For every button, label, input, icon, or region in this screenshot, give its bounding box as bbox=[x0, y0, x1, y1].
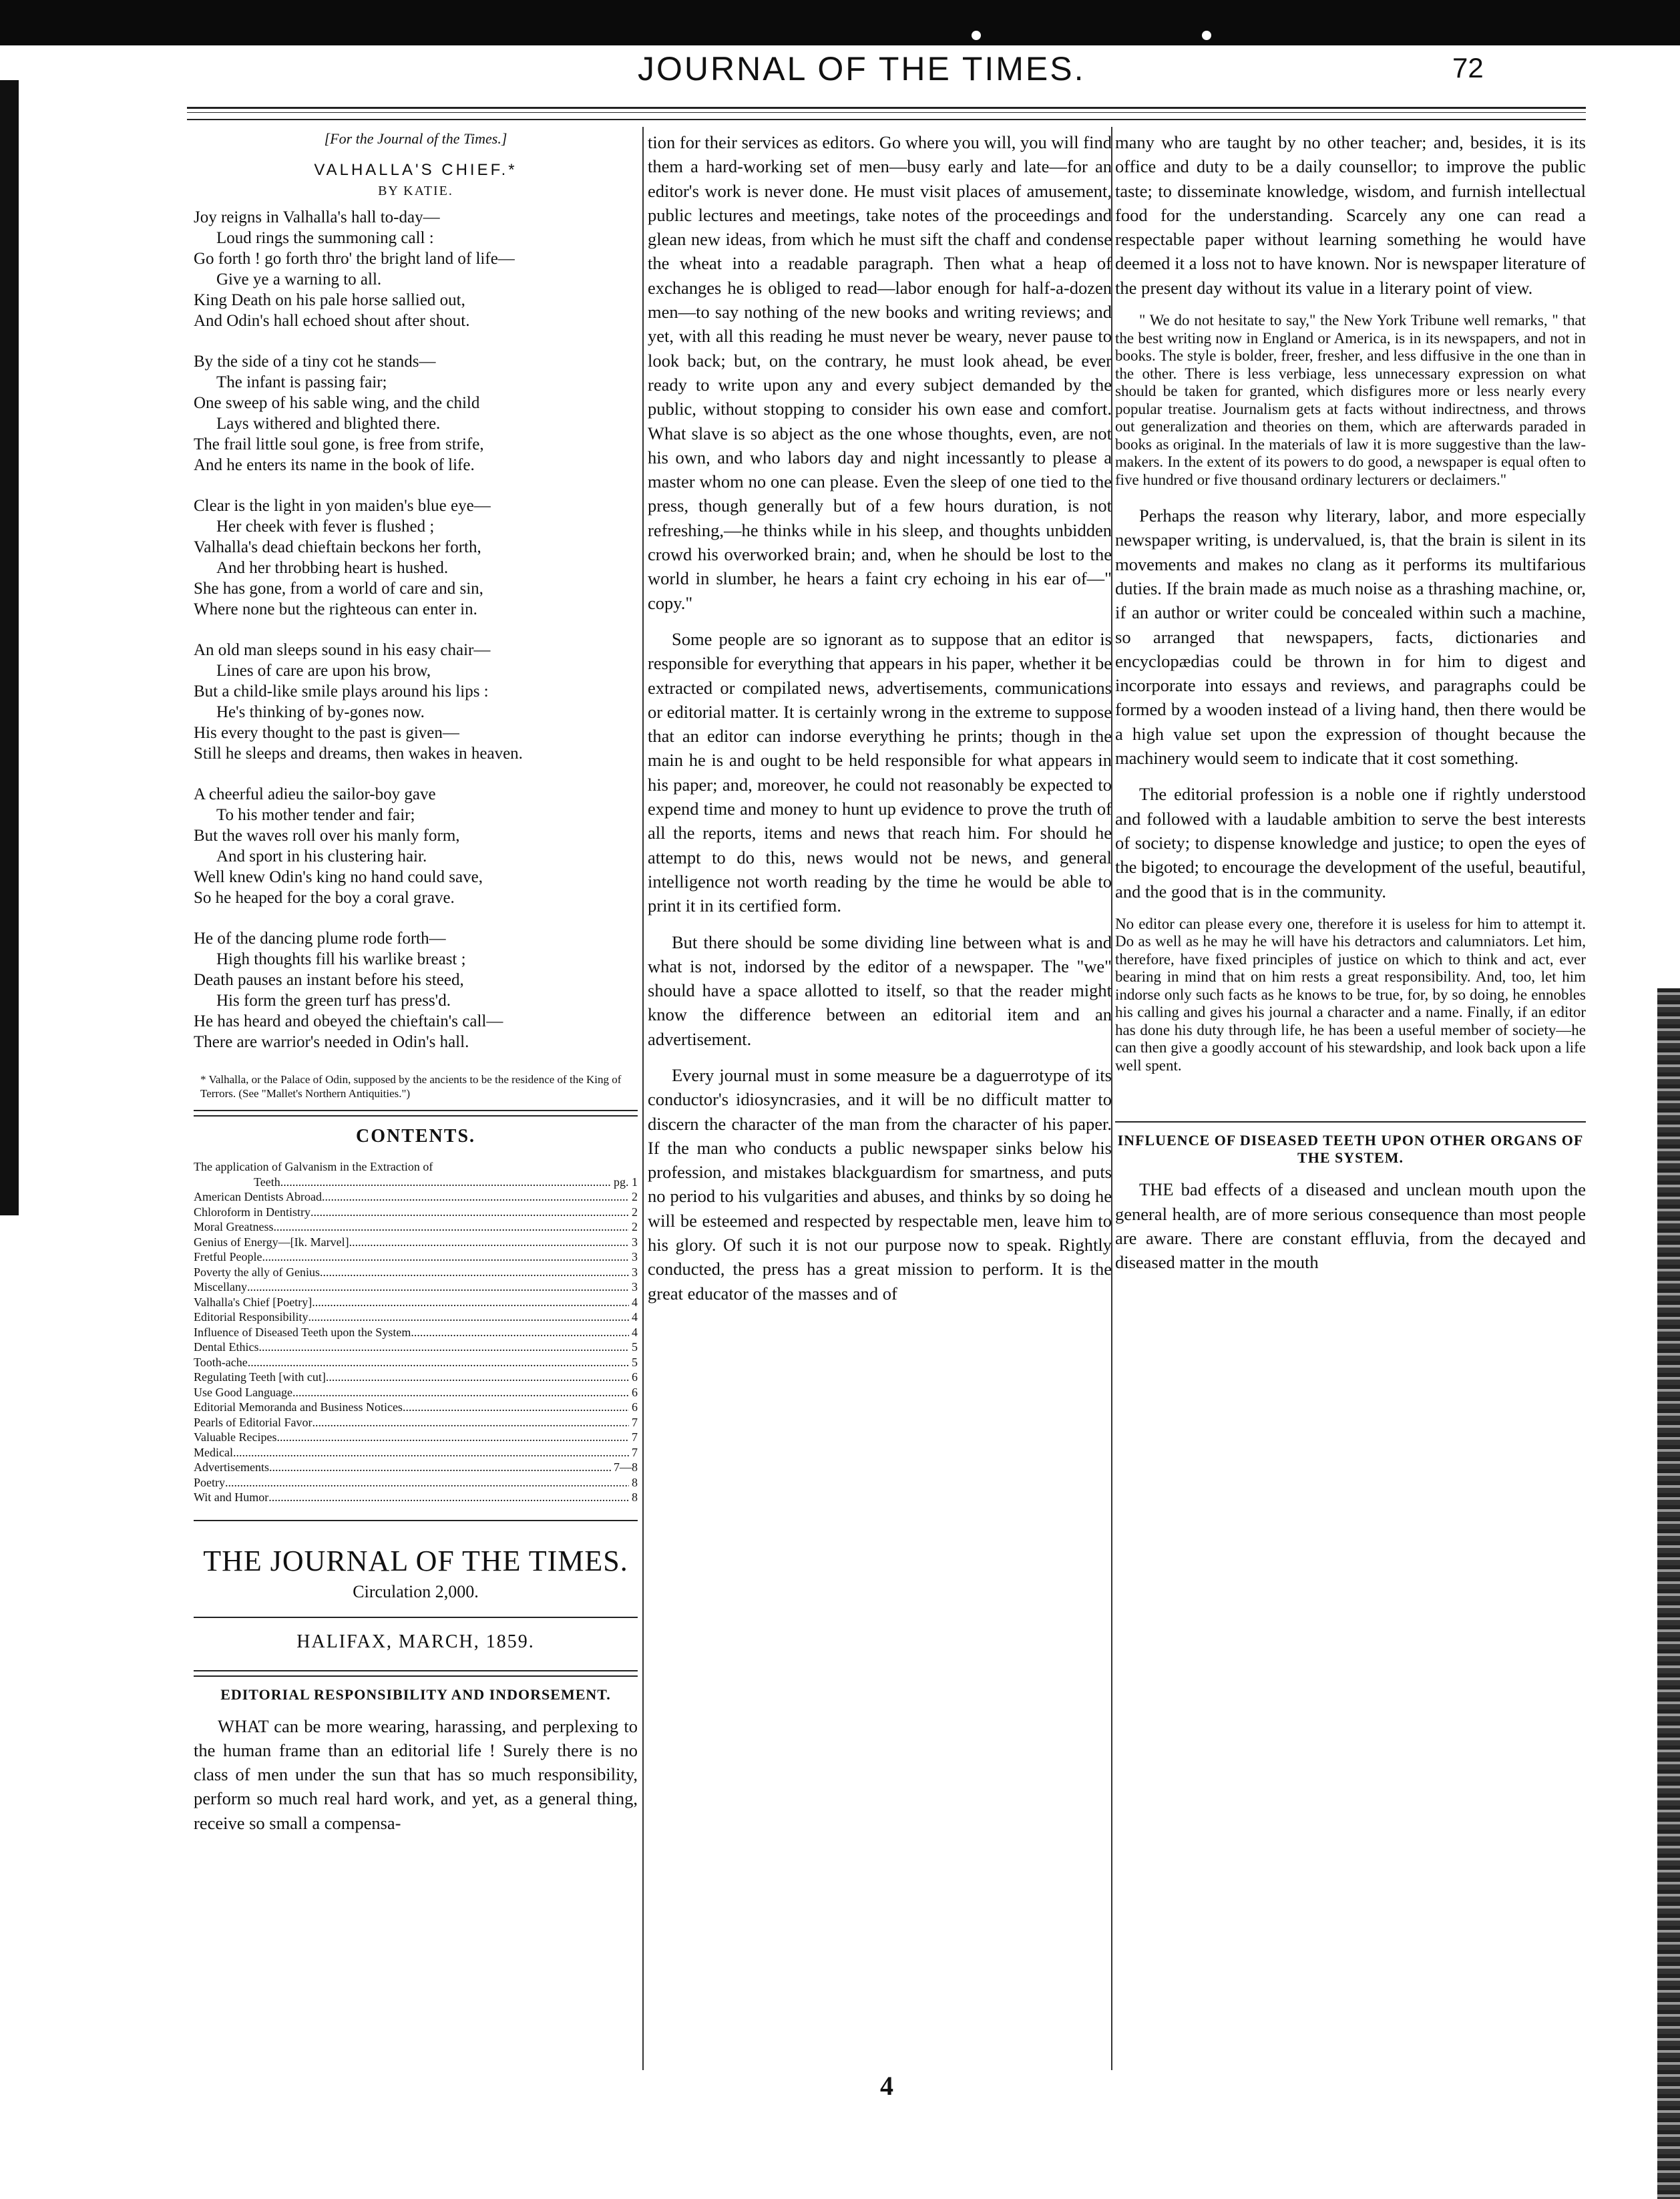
divider bbox=[194, 1617, 638, 1618]
hole-mark bbox=[1202, 31, 1211, 40]
leader-dots bbox=[312, 1415, 629, 1430]
poem-line: Still he sleeps and dreams, then wakes in heaven. bbox=[194, 745, 523, 763]
contents-item bbox=[194, 1175, 638, 1190]
circulation: Circulation 2,000. bbox=[353, 1581, 479, 1601]
leader-dots bbox=[273, 1219, 629, 1235]
leader-dots bbox=[292, 1385, 629, 1400]
poem-line: She has gone, from a world of care and sin, bbox=[194, 580, 483, 598]
poem-line: King Death on his pale horse sallied out, bbox=[194, 291, 465, 309]
leader-dots bbox=[268, 1490, 629, 1505]
leader-dots bbox=[312, 1295, 629, 1310]
poem-line: Joy reigns in Valhalla's hall to-day— bbox=[194, 208, 440, 226]
editorial-paragraph: The editorial profession is a noble one if rightly understood and followed with a laudable ambition to serve the best interests of society; to dispense knowledge and justice; to open the eyes of the bigoted; to encourage the development of the useful, beautiful, and the good that is in the community. bbox=[1115, 784, 1586, 902]
contents-item-page: 5 bbox=[632, 1355, 638, 1369]
contents-item-page: 6 bbox=[632, 1370, 638, 1384]
editorial-paragraph: Perhaps the reason why literary, labor, and more especially newspaper writing, is undervalued, is, that the brain is silent in its movements and makes no clang as it performs its multifarious duties. If the brain made as much noise as a thrashing machine, or, if an author or writer could be concealed within such a machine, so arranged that newspapers, facts, dictionaries and encyclopædias could be thrown in for him to digest and incorporate into essays and reviews, and paragraphs could be formed by a wooden instead of a living hand, then there would be a high value set upon the expression of thought because the machinery would seem to indicate that it cost something. bbox=[1115, 506, 1586, 769]
contents-item bbox=[194, 1415, 638, 1430]
contents-item-title: Advertisements bbox=[194, 1460, 269, 1474]
poem-footnote: * Valhalla, or the Palace of Odin, supposed by the ancients to be the residence of the King of Terrors. (See "Mallet's Northern Antiquities.") bbox=[200, 1073, 622, 1100]
contents-item-title: Moral Greatness bbox=[194, 1220, 274, 1233]
leader-dots bbox=[225, 1475, 629, 1490]
page-mark: 72 bbox=[1452, 52, 1484, 83]
contents-item bbox=[194, 1385, 638, 1400]
contents-item bbox=[194, 1159, 638, 1175]
editorial-heading: EDITORIAL RESPONSIBILITY AND INDORSEMENT. bbox=[220, 1685, 611, 1703]
binding-edge bbox=[0, 80, 19, 1215]
contents-list bbox=[194, 1159, 638, 1505]
poem-line: Lines of care are upon his brow, bbox=[216, 662, 431, 680]
editorial-continued bbox=[1115, 504, 1586, 904]
divider bbox=[194, 1110, 638, 1117]
top-border-bar bbox=[0, 0, 1680, 45]
poem-line: To his mother tender and fair; bbox=[216, 806, 415, 824]
contents-item-page: 3 bbox=[632, 1265, 638, 1279]
poem-line: An old man sleeps sound in his easy chair— bbox=[194, 641, 491, 659]
contents-heading: CONTENTS. bbox=[355, 1126, 476, 1147]
contents-item-title: Chloroform in Dentistry bbox=[194, 1205, 310, 1219]
poem-line: But a child-like smile plays around his lips : bbox=[194, 682, 489, 701]
contents-item-title: Genius of Energy—[Ik. Marvel] bbox=[194, 1235, 349, 1249]
contents-item-title: Pearls of Editorial Favor bbox=[194, 1415, 312, 1429]
leader-dots bbox=[248, 1355, 629, 1370]
contents-item-page: 7—8 bbox=[614, 1460, 638, 1474]
tribune-quote: " We do not hesitate to say," the New York Tribune well remarks, " that the best writing now in England or America, is in its newspapers, and not in books. The style is bolder, freer, fresher, and less diffusive in the one than in the other. There is less verbiage, less unnecessary expression on what should be taken for granted, which disfigures more or less nearly every popular treatise. Journalism gets at facts without indirectness, and throws out generalization and theories on them, which are afterwards paraded in books as original. In the materials of law it is more suggestive than the law-makers. In the extent of its powers to do good, a newspaper is equal often to five hundred or five thousand ordinary lecturers or declaimers." bbox=[1115, 312, 1586, 488]
poem-line: The infant is passing fair; bbox=[216, 373, 387, 391]
leader-dots bbox=[322, 1189, 629, 1205]
contents-item-page: 4 bbox=[632, 1325, 638, 1339]
contents-item bbox=[194, 1340, 638, 1355]
influence-heading: INFLUENCE OF DISEASED TEETH UPON OTHER ORGANS OF THE SYSTEM. bbox=[1117, 1132, 1584, 1167]
contents-item-page: 4 bbox=[632, 1295, 638, 1309]
editorial-continued bbox=[648, 130, 1112, 1306]
editorial-continued bbox=[1115, 130, 1586, 300]
poem-line: His every thought to the past is given— bbox=[194, 724, 459, 742]
contents-item-title: Tooth-ache bbox=[194, 1355, 248, 1369]
poem-line: His form the green turf has press'd. bbox=[216, 992, 451, 1010]
poem-stanza bbox=[194, 928, 638, 1052]
poem-line: Loud rings the summoning call : bbox=[216, 229, 434, 247]
contents-item-page: 8 bbox=[632, 1475, 638, 1489]
leader-dots bbox=[308, 1310, 630, 1325]
contents-item-page: 3 bbox=[632, 1280, 638, 1293]
contents-item bbox=[194, 1265, 638, 1280]
poem-stanza bbox=[194, 495, 638, 620]
poem-line: And he enters its name in the book of life. bbox=[194, 456, 475, 474]
leader-dots bbox=[276, 1430, 629, 1445]
contents-item-page: 2 bbox=[632, 1205, 638, 1219]
poem-stanza bbox=[194, 640, 638, 764]
poem-line: One sweep of his sable wing, and the child bbox=[194, 394, 480, 412]
contents-item-title: Regulating Teeth [with cut] bbox=[194, 1370, 326, 1384]
poem-body bbox=[194, 207, 638, 1052]
masthead-rule bbox=[187, 107, 1586, 109]
hole-mark bbox=[972, 31, 981, 40]
poem-line: High thoughts fill his warlike breast ; bbox=[216, 950, 466, 968]
contents-item-title: Poverty the ally of Genius bbox=[194, 1265, 320, 1279]
contents-item-title: Influence of Diseased Teeth upon the System bbox=[194, 1325, 411, 1339]
contents-item bbox=[194, 1400, 638, 1415]
poem-line: Where none but the righteous can enter in. bbox=[194, 600, 477, 618]
contents-item-page: pg. 1 bbox=[614, 1175, 638, 1189]
poem-line: And Odin's hall echoed shout after shout. bbox=[194, 312, 470, 330]
poem-line: So he heaped for the boy a coral grave. bbox=[194, 889, 455, 907]
masthead bbox=[0, 48, 1680, 102]
contents-item-title: Valuable Recipes bbox=[194, 1430, 277, 1444]
poem-line: Give ye a warning to all. bbox=[216, 270, 382, 288]
contents-item bbox=[194, 1475, 638, 1490]
contents-item bbox=[194, 1219, 638, 1235]
contents-item-title: Dental Ethics bbox=[194, 1340, 259, 1354]
editorial-paragraph: tion for their services as editors. Go where you will, you will find them a hard-working set of men—busy early and late—for an editor's work is never done. He must visit places of amusement, public lectures and meetings, take notes of the proceedings and glean new ideas, from which he must sift the chaff and condense the wheat into a readable paragraph. Then what a heap of exchanges he is obliged to read—labor enough for half-a-dozen men—to say nothing of the new books and writing reviews; and yet, with all this reading he must never be weary, never pause to look back; but, on the contrary, he must look ahead, be ever ready to write upon any and every subject demanded by the public, without stopping to consider his own ease and comfort. What slave is so abject as the one whose thoughts, even, are not his own, and who labors day and night incessantly to please a master whom no one can please. Even the sleep of one tied to the press, though generally but of a few hours duration, is not refreshing,—he thinks while in his sleep, and thoughts unbidden crowd his overworked brain; and, when he should be lost to the world in slumber, he hears a faint cry echoing in his ear of—" copy." bbox=[648, 132, 1112, 613]
column-1 bbox=[194, 130, 638, 1847]
column-2 bbox=[648, 130, 1112, 1318]
contents-item bbox=[194, 1189, 638, 1205]
column-3 bbox=[1115, 130, 1586, 1287]
poem-line: Well knew Odin's king no hand could save, bbox=[194, 868, 483, 886]
dateline: HALIFAX, MARCH, 1859. bbox=[296, 1631, 535, 1652]
contents-item-page: 6 bbox=[632, 1385, 638, 1399]
poem-line: A cheerful adieu the sailor-boy gave bbox=[194, 785, 436, 803]
poem-line: And her throbbing heart is hushed. bbox=[216, 559, 449, 577]
editorial-paragraph: WHAT can be more wearing, harassing, and perplexing to the human frame than an editorial life ! Surely there is no class of men under the sun that has so much responsibility, perform so much real hard work, and yet, as a general thing, receive so small a compensa- bbox=[194, 1716, 638, 1833]
editorial-paragraph: But there should be some dividing line between what is and what is not, indorsed by the editor of a newspaper. The "we" should have a space allotted to itself, so that the reader might know the difference between an editorial item and an advertisement. bbox=[648, 932, 1112, 1049]
contents-item bbox=[194, 1249, 638, 1265]
poem-line: Death pauses an instant before his steed, bbox=[194, 971, 464, 989]
contents-item-title: Teeth bbox=[254, 1175, 280, 1189]
poem-line: Clear is the light in yon maiden's blue eye— bbox=[194, 497, 491, 515]
contents-item-page: 4 bbox=[632, 1310, 638, 1324]
divider bbox=[1115, 1121, 1586, 1123]
poem-line: He of the dancing plume rode forth— bbox=[194, 930, 446, 948]
leader-dots bbox=[411, 1325, 629, 1340]
scan-edge bbox=[1657, 988, 1680, 2199]
contents-item-page: 6 bbox=[632, 1400, 638, 1414]
contents-item-page: 2 bbox=[632, 1190, 638, 1203]
masthead-rule bbox=[187, 112, 1586, 113]
divider bbox=[194, 1520, 638, 1521]
poem-line: And sport in his clustering hair. bbox=[216, 847, 427, 865]
leader-dots bbox=[349, 1235, 629, 1250]
page-number: 4 bbox=[880, 2071, 893, 2101]
poem-line: The frail little soul gone, is free from strife, bbox=[194, 435, 484, 453]
poem-byline: BY KATIE. bbox=[378, 184, 453, 198]
contents-item-title: American Dentists Abroad bbox=[194, 1190, 322, 1203]
masthead-rule bbox=[187, 119, 1586, 120]
contents-item bbox=[194, 1355, 638, 1370]
contents-item bbox=[194, 1430, 638, 1445]
leader-dots bbox=[403, 1400, 629, 1415]
contents-item bbox=[194, 1370, 638, 1385]
contents-item-page: 5 bbox=[632, 1340, 638, 1354]
poem-title: VALHALLA'S CHIEF.* bbox=[314, 161, 517, 179]
contents-item-page: 7 bbox=[632, 1445, 638, 1459]
poem-source-note: [For the Journal of the Times.] bbox=[324, 130, 507, 147]
contents-item-page: 2 bbox=[632, 1220, 638, 1233]
contents-item-title: Wit and Humor bbox=[194, 1490, 269, 1504]
contents-item bbox=[194, 1490, 638, 1505]
leader-dots bbox=[262, 1249, 629, 1265]
poem-line: There are warrior's needed in Odin's hall. bbox=[194, 1033, 469, 1051]
leader-dots bbox=[269, 1460, 611, 1475]
poem-line: He's thinking of by-gones now. bbox=[216, 703, 425, 721]
leader-dots bbox=[326, 1370, 629, 1385]
editorial-paragraph: many who are taught by no other teacher; and, besides, it is its office and duty to be a daily counsellor; to improve the public taste; to disseminate knowledge, wisdom, and furnish intellectual food for the understanding. Scarcely any one can read a respectable paper without learning something he would have deemed it a loss not to have known. Nor is newspaper literature of the present day without its value in a literary point of view. bbox=[1115, 132, 1586, 298]
journal-name: THE JOURNAL OF THE TIMES. bbox=[203, 1544, 628, 1577]
contents-item bbox=[194, 1325, 638, 1340]
divider bbox=[194, 1670, 638, 1677]
poem-line: Go forth ! go forth thro' the bright land of life— bbox=[194, 250, 515, 268]
editorial-closing: No editor can please every one, therefore it is useless for him to attempt it. Do as well as he may he will have his detractors and calumniators. Let him, therefore, have fixed principles of justice on which to think and act, ever bearing in mind that on him rests a great responsibility. And, too, let him indorse only such facts as he knows to be true, for, by so doing, he ennobles his calling and gives his journal a character and a name. Finally, if an editor has done his duty through life, he has been a useful member of society—he can then give a goodly account of his stewardship, and look back upon a life well spent. bbox=[1115, 915, 1586, 1074]
poem-line: Lays withered and blighted there. bbox=[216, 415, 441, 433]
contents-item bbox=[194, 1460, 638, 1475]
editorial-paragraph: Some people are so ignorant as to suppose that an editor is responsible for everything that appears in his paper, whether it be extracted or compilated news, advertisements, communications or editorial matter. It is certainly wrong in the extreme to suppose that an editor can indorse everything he prints; though in the main he is and ought to be held responsible for what appears in his paper; and, moreover, he could not reasonably be expected to expend time and money to hunt up evidence to prove the truth of all the reports, items and news that reach him. For should he attempt to do this, news would not be news, and general intelligence not worth reading by the time he would be able to print it in its certified form. bbox=[648, 628, 1112, 916]
editorial-paragraph: Every journal must in some measure be a daguerrotype of its conductor's idiosyncrasies, and it will be no difficult matter to discern the character of the man from the character of his paper. If the man who conducts a public newspaper sinks below his profession, and mistakes blackguardism for smartness, and puts no period to his vulgarities and abuses, and thinks by so doing he will be esteemed and respected by respectable men, leave him to his glory. Of such it is not our purpose now to speak. Rightly conducted, the press has a great mission to perform. It is the great educator of the masses and of bbox=[648, 1064, 1112, 1304]
contents-item-title: Use Good Language bbox=[194, 1385, 292, 1399]
contents-item-page: 3 bbox=[632, 1235, 638, 1249]
contents-item bbox=[194, 1295, 638, 1310]
contents-item bbox=[194, 1445, 638, 1460]
contents-item-title: The application of Galvanism in the Extraction of bbox=[194, 1160, 433, 1173]
poem-line: Her cheek with fever is flushed ; bbox=[216, 518, 435, 536]
contents-item bbox=[194, 1310, 638, 1325]
leader-dots bbox=[320, 1265, 629, 1280]
leader-dots bbox=[280, 1175, 611, 1190]
poem-line: By the side of a tiny cot he stands— bbox=[194, 353, 436, 371]
contents-item-page: 8 bbox=[632, 1490, 638, 1504]
poem-stanza bbox=[194, 207, 638, 331]
poem-line: He has heard and obeyed the chieftain's call— bbox=[194, 1012, 503, 1030]
contents-item-title: Fretful People bbox=[194, 1250, 262, 1263]
contents-item-title: Medical bbox=[194, 1445, 233, 1459]
contents-item-page: 7 bbox=[632, 1430, 638, 1444]
contents-item-title: Editorial Responsibility bbox=[194, 1310, 308, 1324]
contents-item-title: Valhalla's Chief [Poetry] bbox=[194, 1295, 312, 1309]
contents-item bbox=[194, 1235, 638, 1250]
poem-line: Valhalla's dead chieftain beckons her forth, bbox=[194, 538, 481, 556]
contents-item bbox=[194, 1279, 638, 1295]
contents-item-title: Miscellany bbox=[194, 1280, 247, 1293]
contents-item-title: Poetry bbox=[194, 1475, 225, 1489]
leader-dots bbox=[233, 1445, 629, 1460]
column-rule bbox=[642, 127, 644, 2070]
poem-line: But the waves roll over his manly form, bbox=[194, 827, 460, 845]
contents-item-page: 3 bbox=[632, 1250, 638, 1263]
running-title: JOURNAL OF THE TIMES. bbox=[638, 50, 1086, 87]
poem-stanza bbox=[194, 351, 638, 475]
contents-item-page: 7 bbox=[632, 1415, 638, 1429]
contents-item-title: Editorial Memoranda and Business Notices bbox=[194, 1400, 403, 1414]
contents-item bbox=[194, 1205, 638, 1220]
leader-dots bbox=[310, 1205, 629, 1220]
leader-dots bbox=[258, 1340, 629, 1355]
influence-paragraph: THE bad effects of a diseased and unclean mouth upon the general health, are of more serious consequence than most people are aware. There are constant effluvia, from the decayed and diseased matter in the mouth bbox=[1115, 1179, 1586, 1273]
poem-stanza bbox=[194, 784, 638, 908]
leader-dots bbox=[247, 1279, 629, 1295]
